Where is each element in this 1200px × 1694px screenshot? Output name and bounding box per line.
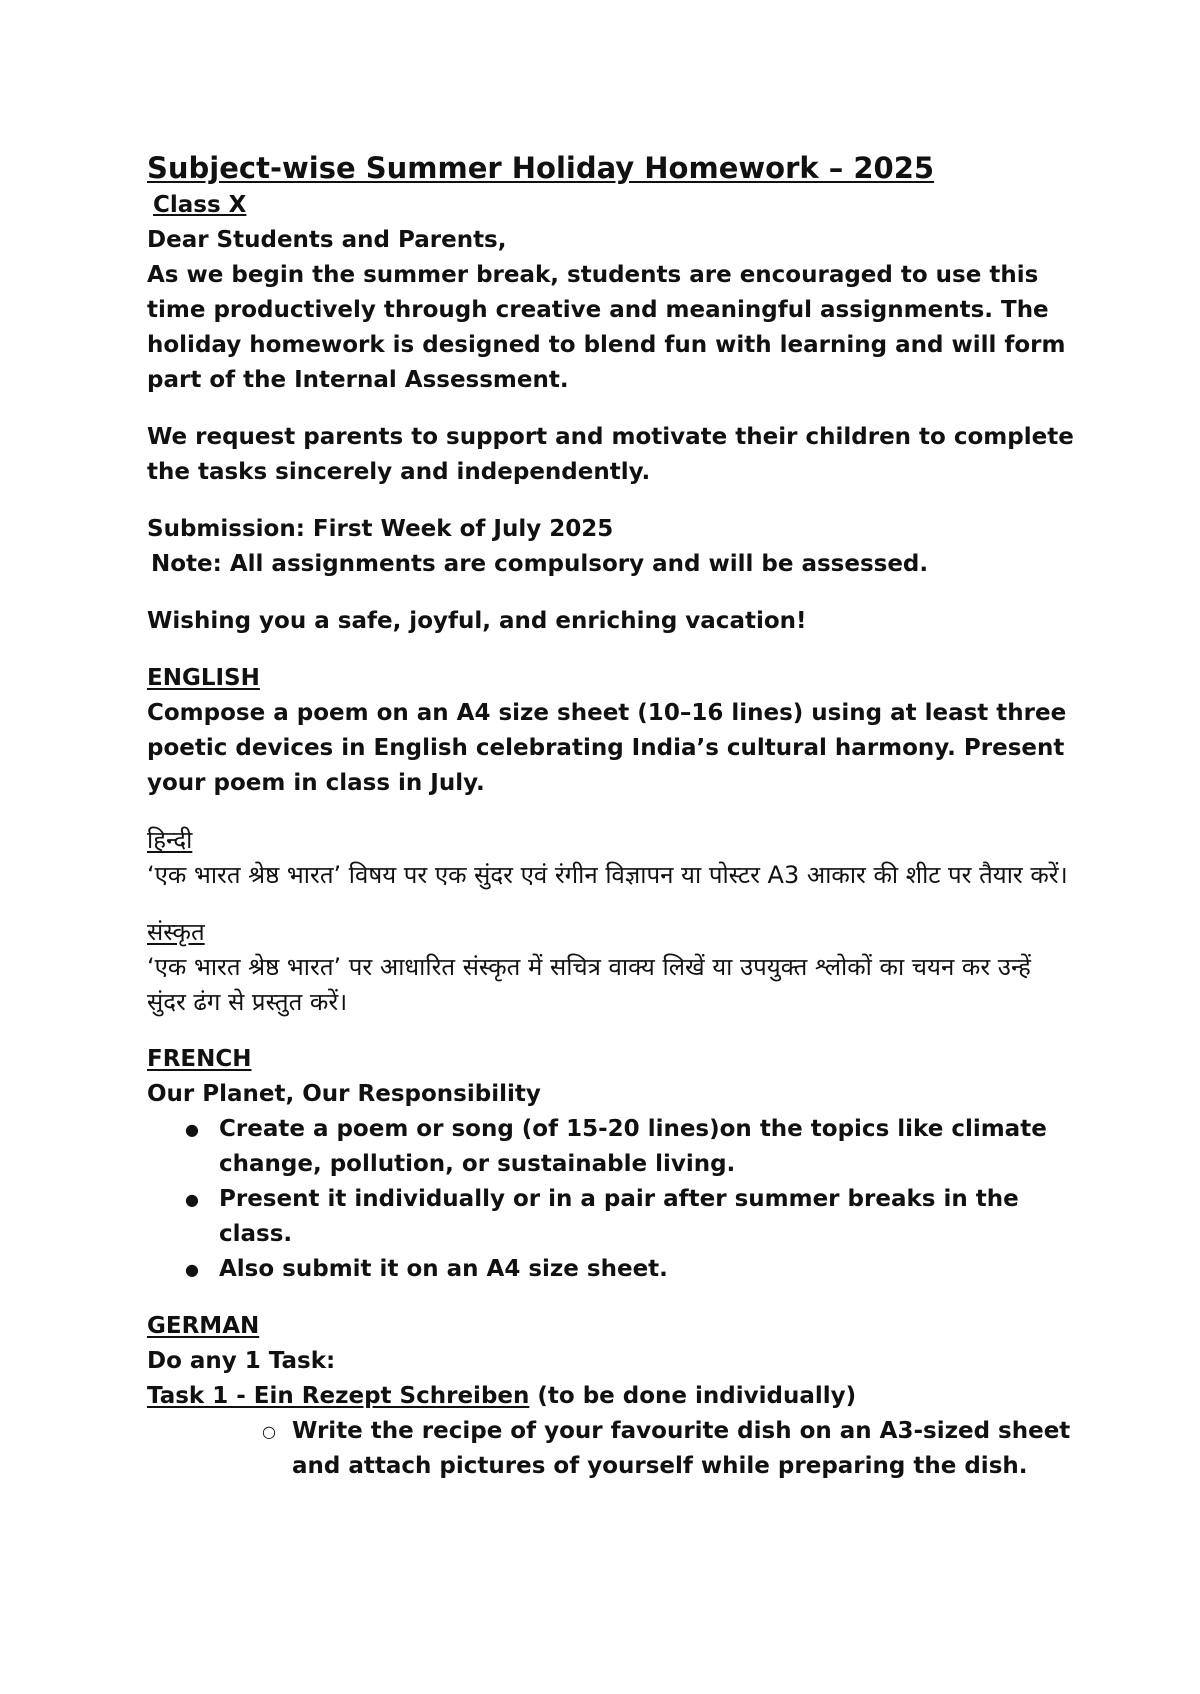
english-section <box>147 661 1077 801</box>
german-heading: GERMAN <box>147 1313 260 1339</box>
hindi-task: ‘एक भारत श्रेष्ठ भारत’ विषय पर एक सुंदर एवं रंगीन विज्ञापन या पोस्टर A3 आकार की शीट पर तैयार करें। <box>147 861 1068 889</box>
german-task1-line <box>147 1379 1077 1414</box>
intro-paragraph: As we begin the summer break, students are encouraged to use this time productively through creative and meaningful assignments. The holiday homework is designed to blend fun with learning and will form part of the Internal Assessment. <box>147 262 1066 393</box>
submission-line: Submission: First Week of July 2025 <box>147 516 614 542</box>
list-item: ○ Write the recipe of your favourite dish on an A3-sized sheet and attach pictures of yourself while preparing the dish. <box>292 1414 1077 1484</box>
french-section <box>147 1042 1077 1287</box>
list-item: ● Create a poem or song (of 15-20 lines)on the topics like climate change, pollution, or sustainable living. <box>219 1112 1077 1182</box>
salutation: Dear Students and Parents, <box>147 227 507 253</box>
french-subtitle: Our Planet, Our Responsibility <box>147 1081 541 1107</box>
hindi-section <box>147 823 1077 893</box>
wishes-line: Wishing you a safe, joyful, and enriching vacation! <box>147 608 807 634</box>
document-page <box>147 148 1077 1484</box>
sanskrit-task: ‘एक भारत श्रेष्ठ भारत’ पर आधारित संस्कृत में सचित्र वाक्य लिखें या उपयुक्त श्लोकों का चयन कर उन्हें सुंदर ढंग से प्रस्तुत करें। <box>147 953 1031 1016</box>
class-label: Class X <box>153 192 247 218</box>
german-section <box>147 1309 1077 1484</box>
list-item: ● Also submit it on an A4 size sheet. <box>219 1252 1077 1287</box>
french-bullet-list <box>147 1112 1077 1287</box>
note-line: Note: All assignments are compulsory and will be assessed. <box>151 551 929 577</box>
german-task1-title: Task 1 - Ein Rezept Schreiben <box>147 1383 530 1409</box>
english-heading: ENGLISH <box>147 665 260 691</box>
german-task1-list <box>147 1414 1077 1484</box>
german-task1-note: (to be done individually) <box>529 1383 857 1409</box>
german-instruction: Do any 1 Task: <box>147 1348 336 1374</box>
sanskrit-section <box>147 915 1077 1020</box>
french-heading: FRENCH <box>147 1046 252 1072</box>
hindi-heading: हिन्दी <box>147 826 193 854</box>
request-paragraph: We request parents to support and motivate their children to complete the tasks sincerely and independently. <box>147 424 1074 485</box>
list-item: ● Present it individually or in a pair after summer breaks in the class. <box>219 1182 1077 1252</box>
sanskrit-heading: संस्कृत <box>147 918 205 946</box>
english-task: Compose a poem on an A4 size sheet (10–16 lines) using at least three poetic devices in English celebrating India’s cultural harmony. Present your poem in class in July. <box>147 700 1067 796</box>
document-title: Subject-wise Summer Holiday Homework – 2025 <box>147 151 935 185</box>
